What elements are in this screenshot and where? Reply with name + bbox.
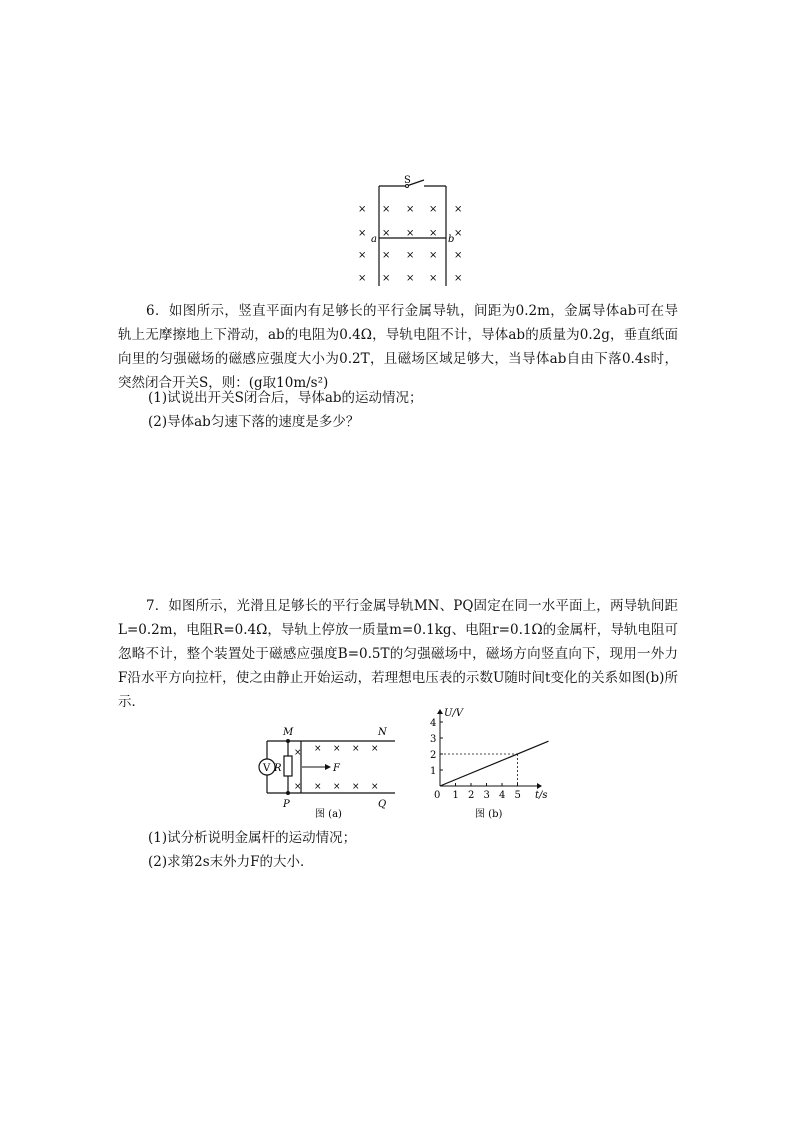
caption-b: 图 (b) [475, 809, 503, 820]
x-tick-label: 1 [452, 790, 459, 801]
svg-text:×: × [358, 273, 367, 284]
resistor-R [284, 756, 292, 776]
svg-text:×: × [454, 273, 463, 284]
caption-a: 图 (a) [315, 809, 342, 820]
y-axis-label: U/V [444, 708, 464, 719]
svg-text:×: × [314, 782, 322, 792]
svg-text:×: × [333, 782, 341, 792]
svg-text:×: × [358, 228, 367, 239]
svg-text:×: × [371, 782, 379, 792]
x-tick-label: 4 [499, 790, 506, 801]
svg-text:×: × [406, 273, 415, 284]
problem7-question1: (1)试分析说明金属杆的运动情况； [148, 830, 357, 846]
svg-text:×: × [371, 744, 379, 754]
x-axis-label: t/s [535, 790, 548, 801]
problem7-figure-a [255, 722, 405, 822]
svg-text:×: × [333, 744, 341, 754]
series-line [440, 741, 549, 786]
y-tick-label: 3 [430, 734, 437, 745]
x-tick-label: 2 [468, 790, 475, 801]
x-tick-label: 0 [434, 790, 441, 801]
label-M: M [283, 727, 294, 738]
label-a: a [371, 234, 377, 245]
label-b: b [448, 234, 455, 245]
x-axis-arrow [537, 783, 542, 789]
svg-text:×: × [294, 748, 302, 758]
problem6-question2: (2)导体ab匀速下落的速度是多少？ [148, 414, 360, 430]
force-arrow [325, 764, 331, 770]
problem6-statement: 6．如图所示，竖直平面内有足够长的平行金属导轨，间距为0.2m，金属导体ab可在导轨上无摩擦地上下滑动，ab的电阻为0.4Ω，导轨电阻不计，导体ab的质量为0.2g，垂直纸面向里的匀强磁场的磁感应强度大小为0.2T，且磁场区域足够大，当导体ab自由下落0.4s时，突然闭合开关S，则：(g取10m/s²) [118, 303, 678, 391]
svg-text:×: × [352, 782, 360, 792]
svg-text:×: × [352, 744, 360, 754]
svg-text:×: × [454, 250, 463, 261]
svg-text:×: × [429, 250, 438, 261]
problem7-question2: (2)求第2s末外力F的大小． [148, 854, 314, 870]
svg-text:×: × [429, 228, 438, 239]
svg-text:×: × [406, 228, 415, 239]
svg-text:×: × [454, 204, 463, 215]
y-tick-label: 1 [430, 766, 437, 777]
svg-text:×: × [358, 250, 367, 261]
svg-text:×: × [358, 204, 367, 215]
x-tick-label: 5 [514, 790, 521, 801]
y-tick-label: 2 [430, 750, 437, 761]
svg-text:×: × [406, 204, 415, 215]
svg-text:×: × [382, 273, 391, 284]
x-tick-label: 3 [483, 790, 490, 801]
label-F: F [333, 763, 340, 774]
node-P [286, 791, 290, 795]
svg-text:×: × [382, 204, 391, 215]
label-P: P [283, 799, 290, 810]
node-M [286, 739, 290, 743]
problem7-statement: 7．如图所示，光滑且足够长的平行金属导轨MN、PQ固定在同一水平面上，两导轨间距L=0.2m，电阻R=0.4Ω，导轨上停放一质量m=0.1kg、电阻r=0.1Ω的金属杆，导轨电阻可忽略不计，整个装置处于磁感应强度B=0.5T的匀强磁场中，磁场方向竖直向下，现用一外力F沿水平方向拉杆，使之由静止开始运动，若理想电压表的示数U随时间t变化的关系如图(b)所示． [118, 598, 678, 710]
svg-text:×: × [429, 204, 438, 215]
problem7-chart-b [420, 702, 570, 822]
y-tick-label: 4 [430, 718, 437, 729]
svg-text:×: × [314, 744, 322, 754]
label-R: R [274, 763, 282, 774]
svg-text:×: × [429, 273, 438, 284]
label-N: N [378, 727, 387, 738]
problem6-figure [340, 168, 480, 288]
svg-text:×: × [382, 228, 391, 239]
voltmeter-label: V [263, 763, 271, 774]
problem6-question1: (1)试说出开关S闭合后，导体ab的运动情况； [148, 390, 423, 406]
svg-text:×: × [294, 782, 302, 792]
svg-text:×: × [406, 250, 415, 261]
switch-label: S [404, 175, 411, 186]
y-axis-arrow [437, 709, 443, 714]
svg-text:×: × [454, 228, 463, 239]
svg-text:×: × [382, 250, 391, 261]
label-Q: Q [378, 799, 387, 810]
